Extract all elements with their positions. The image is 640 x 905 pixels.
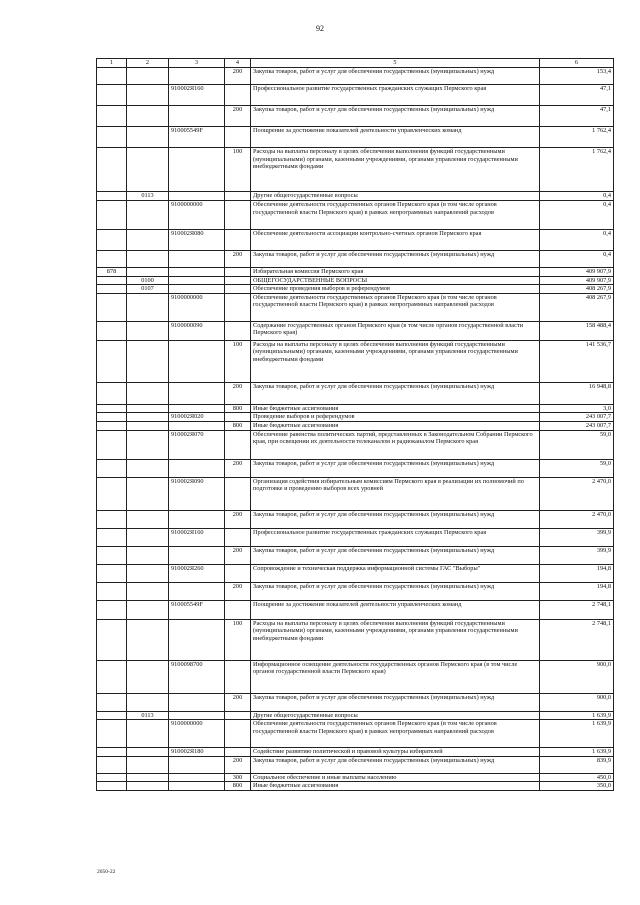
document-code: 2050-22 (97, 869, 116, 875)
target-article-cell (169, 619, 225, 660)
amount-cell: 1 639,9 (540, 748, 614, 757)
section-code-cell (127, 459, 169, 477)
expense-type-cell: 200 (225, 106, 251, 127)
expense-type-cell: 800 (225, 421, 251, 430)
page-number: 92 (316, 24, 324, 33)
target-article-cell (169, 510, 225, 528)
table-row (97, 421, 614, 430)
table-row (97, 748, 614, 757)
expense-type-cell (225, 127, 251, 148)
table-row (97, 321, 614, 340)
section-code-cell (127, 421, 169, 430)
admin-code-cell (97, 773, 127, 782)
admin-code-cell (97, 477, 127, 510)
amount-cell: 194,8 (540, 564, 614, 582)
budget-table (96, 58, 614, 791)
description-cell: Сопровождение и техническая поддержка информационной системы ГАС "Выборы" (251, 564, 540, 582)
section-code-cell (127, 201, 169, 230)
description-cell: Закупка товаров, работ и услуг для обеспечения государственных (муниципальных) нужд (251, 459, 540, 477)
amount-cell: 1 639,9 (540, 720, 614, 748)
table-row (97, 192, 614, 201)
expense-type-cell (225, 276, 251, 285)
target-article-cell (169, 421, 225, 430)
target-article-cell (169, 268, 225, 277)
admin-code-cell (97, 285, 127, 294)
admin-code-cell (97, 748, 127, 757)
expense-type-cell (225, 413, 251, 422)
description-cell: Закупка товаров, работ и услуг для обеспечения государственных (муниципальных) нужд (251, 546, 540, 564)
table-row (97, 340, 614, 382)
description-cell: ОБЩЕГОСУДАРСТВЕННЫЕ ВОПРОСЫ (251, 276, 540, 285)
expense-type-cell: 200 (225, 693, 251, 711)
table-row (97, 285, 614, 294)
column-header: 2 (127, 59, 169, 68)
section-code-cell (127, 106, 169, 127)
description-cell: Иные бюджетные ассигнования (251, 404, 540, 413)
amount-cell: 409 907,9 (540, 268, 614, 277)
section-code-cell (127, 773, 169, 782)
amount-cell: 399,9 (540, 546, 614, 564)
description-cell: Закупка товаров, работ и услуг для обеспечения государственных (муниципальных) нужд (251, 756, 540, 773)
section-code-cell: 0113 (127, 192, 169, 201)
section-code-cell (127, 782, 169, 791)
target-article-cell (169, 251, 225, 268)
amount-cell: 2 470,0 (540, 510, 614, 528)
section-code-cell (127, 85, 169, 106)
target-article-cell: 9100000000 (169, 293, 225, 321)
table-row (97, 782, 614, 791)
expense-type-cell (225, 192, 251, 201)
description-cell: Избирательная комиссия Пермского края (251, 268, 540, 277)
description-cell: Организация содействия избирательным комиссиям Пермского края в реализации их полномочий по подготовке и проведению выборов всех уровней (251, 477, 540, 510)
expense-type-cell: 200 (225, 251, 251, 268)
admin-code-cell (97, 148, 127, 192)
table-row (97, 546, 614, 564)
admin-code-cell (97, 510, 127, 528)
target-article-cell: 910002Я160 (169, 85, 225, 106)
admin-code-cell (97, 192, 127, 201)
description-cell: Поощрение за достижение показателей деятельности управленческих команд (251, 127, 540, 148)
description-cell: Расходы на выплаты персоналу в целях обеспечения выполнения функций государственными (муниципальными) органами, казенными учреждениями, органами управления государственными внебюджетными фондами (251, 619, 540, 660)
description-cell: Проведение выборов и референдумов (251, 413, 540, 422)
table-row (97, 382, 614, 404)
expense-type-cell: 800 (225, 404, 251, 413)
section-code-cell (127, 510, 169, 528)
description-cell: Закупка товаров, работ и услуг для обеспечения государственных (муниципальных) нужд (251, 582, 540, 600)
target-article-cell (169, 382, 225, 404)
description-cell: Закупка товаров, работ и услуг для обеспечения государственных (муниципальных) нужд (251, 382, 540, 404)
section-code-cell: 0100 (127, 276, 169, 285)
description-cell: Другие общегосударственные вопросы (251, 711, 540, 720)
admin-code-cell (97, 459, 127, 477)
table-row (97, 127, 614, 148)
admin-code-cell (97, 68, 127, 85)
column-header: 5 (251, 59, 540, 68)
target-article-cell (169, 106, 225, 127)
admin-code-cell (97, 413, 127, 422)
target-article-cell: 910002Я260 (169, 564, 225, 582)
target-article-cell: 9100000000 (169, 720, 225, 748)
amount-cell: 2 470,0 (540, 477, 614, 510)
section-code-cell (127, 546, 169, 564)
table-row (97, 711, 614, 720)
expense-type-cell: 200 (225, 582, 251, 600)
expense-type-cell (225, 201, 251, 230)
expense-type-cell (225, 293, 251, 321)
expense-type-cell: 100 (225, 340, 251, 382)
table-row (97, 413, 614, 422)
section-code-cell (127, 293, 169, 321)
target-article-cell: 910002Я160 (169, 528, 225, 546)
amount-cell: 839,9 (540, 756, 614, 773)
amount-cell: 47,1 (540, 85, 614, 106)
description-cell: Закупка товаров, работ и услуг для обеспечения государственных (муниципальных) нужд (251, 68, 540, 85)
column-header-row (97, 59, 614, 68)
table-row (97, 276, 614, 285)
expense-type-cell (225, 477, 251, 510)
amount-cell: 1 762,4 (540, 148, 614, 192)
target-article-cell: 9100000090 (169, 321, 225, 340)
target-article-cell (169, 711, 225, 720)
section-code-cell (127, 148, 169, 192)
admin-code-cell (97, 85, 127, 106)
amount-cell: 243 007,7 (540, 413, 614, 422)
description-cell: Иные бюджетные ассигнования (251, 421, 540, 430)
section-code-cell (127, 619, 169, 660)
table-row (97, 477, 614, 510)
section-code-cell (127, 582, 169, 600)
section-code-cell (127, 251, 169, 268)
amount-cell: 141 536,7 (540, 340, 614, 382)
section-code-cell (127, 748, 169, 757)
admin-code-cell (97, 421, 127, 430)
target-article-cell: 910002Я070 (169, 430, 225, 459)
table-row (97, 268, 614, 277)
admin-code-cell (97, 693, 127, 711)
amount-cell: 0,4 (540, 192, 614, 201)
admin-code-cell (97, 711, 127, 720)
column-header: 4 (225, 59, 251, 68)
expense-type-cell (225, 430, 251, 459)
admin-code-cell (97, 382, 127, 404)
amount-cell: 900,0 (540, 693, 614, 711)
expense-type-cell (225, 321, 251, 340)
description-cell: Информационное освещение деятельности государственных органов Пермского края (в том числе органов государственной власти Пермского края) (251, 660, 540, 693)
description-cell: Социальное обеспечение и иные выплаты населению (251, 773, 540, 782)
admin-code-cell (97, 720, 127, 748)
description-cell: Закупка товаров, работ и услуг для обеспечения государственных (муниципальных) нужд (251, 693, 540, 711)
expense-type-cell: 100 (225, 148, 251, 192)
description-cell: Профессиональное развитие государственных гражданских служащих Пермского края (251, 528, 540, 546)
amount-cell: 59,0 (540, 430, 614, 459)
admin-code-cell (97, 782, 127, 791)
table-row (97, 201, 614, 230)
section-code-cell (127, 68, 169, 85)
admin-code-cell (97, 430, 127, 459)
admin-code-cell (97, 660, 127, 693)
description-cell: Профессиональное развитие государственных гражданских служащих Пермского края (251, 85, 540, 106)
expense-type-cell (225, 711, 251, 720)
target-article-cell (169, 773, 225, 782)
expense-type-cell (225, 600, 251, 619)
section-code-cell (127, 340, 169, 382)
table-row (97, 230, 614, 251)
expense-type-cell (225, 660, 251, 693)
description-cell: Содействие развитию политической и правовой культуры избирателей (251, 748, 540, 757)
admin-code-cell (97, 230, 127, 251)
table-row (97, 293, 614, 321)
amount-cell: 1 762,4 (540, 127, 614, 148)
table-row (97, 582, 614, 600)
target-article-cell (169, 546, 225, 564)
admin-code-cell (97, 756, 127, 773)
amount-cell: 350,0 (540, 782, 614, 791)
expense-type-cell: 200 (225, 756, 251, 773)
amount-cell: 2 748,1 (540, 600, 614, 619)
admin-code-cell (97, 528, 127, 546)
description-cell: Иные бюджетные ассигнования (251, 782, 540, 791)
target-article-cell (169, 459, 225, 477)
target-article-cell (169, 148, 225, 192)
admin-code-cell (97, 619, 127, 660)
target-article-cell (169, 782, 225, 791)
target-article-cell (169, 404, 225, 413)
table-row (97, 773, 614, 782)
amount-cell: 409 907,9 (540, 276, 614, 285)
description-cell: Содержание государственных органов Пермского края (в том числе органов государственной власти Пермского края) (251, 321, 540, 340)
target-article-cell: 910002Я180 (169, 748, 225, 757)
column-header: 6 (540, 59, 614, 68)
expense-type-cell: 200 (225, 546, 251, 564)
target-article-cell (169, 582, 225, 600)
table-row (97, 404, 614, 413)
amount-cell: 900,0 (540, 660, 614, 693)
target-article-cell (169, 68, 225, 85)
admin-code-cell (97, 404, 127, 413)
table-row (97, 106, 614, 127)
amount-cell: 408 267,9 (540, 293, 614, 321)
section-code-cell (127, 413, 169, 422)
table-row (97, 720, 614, 748)
table-row (97, 85, 614, 106)
section-code-cell (127, 268, 169, 277)
description-cell: Обеспечение деятельности государственных органов Пермского края (в том числе органов государственной власти Пермского края) в рамках непрограммных направлений расходов (251, 293, 540, 321)
table-row (97, 148, 614, 192)
table-row (97, 619, 614, 660)
section-code-cell (127, 477, 169, 510)
description-cell: Закупка товаров, работ и услуг для обеспечения государственных (муниципальных) нужд (251, 106, 540, 127)
target-article-cell (169, 276, 225, 285)
target-article-cell: 9100000000 (169, 201, 225, 230)
section-code-cell (127, 600, 169, 619)
description-cell: Расходы на выплаты персоналу в целях обеспечения выполнения функций государственными (муниципальными) органами, казенными учреждениями, органами управления государственными внебюджетными фондами (251, 340, 540, 382)
admin-code-cell (97, 276, 127, 285)
target-article-cell: 910002Я080 (169, 230, 225, 251)
expense-type-cell: 200 (225, 382, 251, 404)
expense-type-cell (225, 564, 251, 582)
amount-cell: 0,4 (540, 230, 614, 251)
section-code-cell (127, 430, 169, 459)
expense-type-cell: 100 (225, 619, 251, 660)
amount-cell: 399,9 (540, 528, 614, 546)
table-row (97, 600, 614, 619)
description-cell: Обеспечение равенства политических партий, представленных в Законодательном Собрании Пермского края, при освещении их деятельности телеканалом и радиоканалом Пермского края (251, 430, 540, 459)
amount-cell: 450,0 (540, 773, 614, 782)
amount-cell: 0,4 (540, 251, 614, 268)
table-row (97, 693, 614, 711)
target-article-cell: 910005549F (169, 600, 225, 619)
expense-type-cell (225, 528, 251, 546)
expense-type-cell (225, 720, 251, 748)
expense-type-cell (225, 268, 251, 277)
admin-code-cell (97, 321, 127, 340)
admin-code-cell (97, 600, 127, 619)
amount-cell: 194,8 (540, 582, 614, 600)
target-article-cell: 910005549F (169, 127, 225, 148)
section-code-cell (127, 756, 169, 773)
table-row (97, 68, 614, 85)
description-cell: Обеспечение деятельности ассоциации контрольно-счетных органов Пермского края (251, 230, 540, 251)
admin-code-cell (97, 201, 127, 230)
table-row (97, 756, 614, 773)
description-cell: Поощрение за достижение показателей деятельности управленческих команд (251, 600, 540, 619)
admin-code-cell (97, 293, 127, 321)
amount-cell: 2 748,1 (540, 619, 614, 660)
target-article-cell: 910002Я090 (169, 477, 225, 510)
amount-cell: 16 948,8 (540, 382, 614, 404)
target-article-cell: 9100098700 (169, 660, 225, 693)
expense-type-cell: 200 (225, 459, 251, 477)
expense-type-cell (225, 748, 251, 757)
amount-cell: 47,1 (540, 106, 614, 127)
table-row (97, 459, 614, 477)
target-article-cell (169, 192, 225, 201)
column-header: 3 (169, 59, 225, 68)
amount-cell: 1 639,9 (540, 711, 614, 720)
admin-code-cell (97, 546, 127, 564)
section-code-cell (127, 321, 169, 340)
column-header: 1 (97, 59, 127, 68)
section-code-cell (127, 404, 169, 413)
section-code-cell (127, 230, 169, 251)
section-code-cell (127, 382, 169, 404)
description-cell: Расходы на выплаты персоналу в целях обеспечения выполнения функций государственными (муниципальными) органами, казенными учреждениями, органами управления государственными внебюджетными фондами (251, 148, 540, 192)
section-code-cell (127, 528, 169, 546)
section-code-cell: 0107 (127, 285, 169, 294)
section-code-cell (127, 693, 169, 711)
target-article-cell (169, 693, 225, 711)
amount-cell: 158 488,4 (540, 321, 614, 340)
amount-cell: 408 267,9 (540, 285, 614, 294)
description-cell: Другие общегосударственные вопросы (251, 192, 540, 201)
expense-type-cell (225, 230, 251, 251)
section-code-cell: 0113 (127, 711, 169, 720)
target-article-cell: 910002Я020 (169, 413, 225, 422)
expense-type-cell: 800 (225, 782, 251, 791)
target-article-cell (169, 285, 225, 294)
expense-type-cell (225, 285, 251, 294)
table-row (97, 528, 614, 546)
table-row (97, 660, 614, 693)
admin-code-cell (97, 251, 127, 268)
section-code-cell (127, 564, 169, 582)
section-code-cell (127, 660, 169, 693)
expense-type-cell: 200 (225, 510, 251, 528)
amount-cell: 153,4 (540, 68, 614, 85)
description-cell: Обеспечение деятельности государственных органов Пермского края (в том числе органов государственной власти Пермского края) в рамках непрограммных направлений расходов (251, 720, 540, 748)
amount-cell: 59,0 (540, 459, 614, 477)
admin-code-cell (97, 564, 127, 582)
table-row (97, 430, 614, 459)
amount-cell: 3,0 (540, 404, 614, 413)
admin-code-cell (97, 340, 127, 382)
budget-table-body (97, 59, 614, 791)
description-cell: Обеспечение деятельности государственных органов Пермского края (в том числе органов государственной власти Пермского края) в рамках непрограммных направлений расходов (251, 201, 540, 230)
expense-type-cell: 300 (225, 773, 251, 782)
target-article-cell (169, 340, 225, 382)
section-code-cell (127, 720, 169, 748)
expense-type-cell (225, 85, 251, 106)
table-row (97, 251, 614, 268)
table-row (97, 510, 614, 528)
section-code-cell (127, 127, 169, 148)
admin-code-cell (97, 582, 127, 600)
target-article-cell (169, 756, 225, 773)
table-row (97, 564, 614, 582)
admin-code-cell (97, 106, 127, 127)
description-cell: Закупка товаров, работ и услуг для обеспечения государственных (муниципальных) нужд (251, 251, 540, 268)
admin-code-cell (97, 127, 127, 148)
admin-code-cell: 878 (97, 268, 127, 277)
description-cell: Закупка товаров, работ и услуг для обеспечения государственных (муниципальных) нужд (251, 510, 540, 528)
amount-cell: 243 007,7 (540, 421, 614, 430)
expense-type-cell: 200 (225, 68, 251, 85)
description-cell: Обеспечение проведения выборов и референдумов (251, 285, 540, 294)
amount-cell: 0,4 (540, 201, 614, 230)
